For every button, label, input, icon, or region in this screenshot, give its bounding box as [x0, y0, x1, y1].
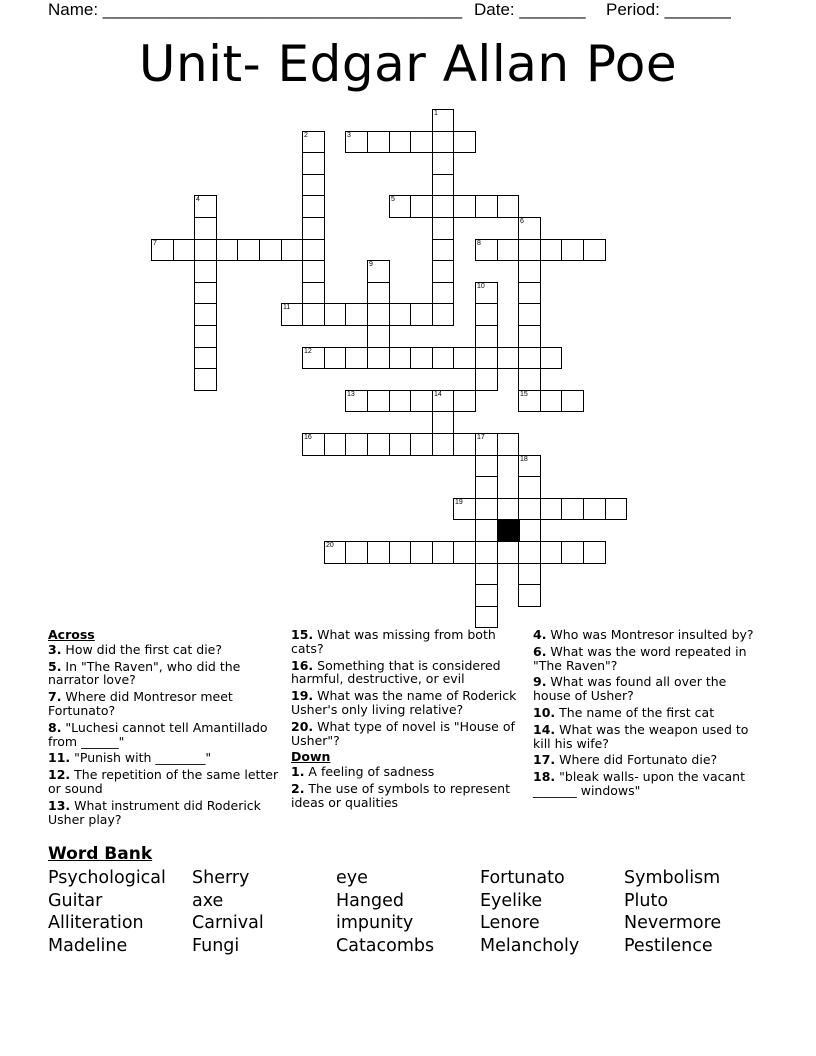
- clue-number: 11.: [48, 750, 71, 766]
- clue-text: Something that is considered harmful, destructive, or evil: [291, 657, 501, 687]
- grid-cell[interactable]: [302, 433, 325, 456]
- cell-number: 5: [391, 196, 395, 203]
- grid-cell[interactable]: [367, 347, 390, 369]
- grid-cell[interactable]: [475, 563, 498, 585]
- grid-cell[interactable]: [518, 239, 541, 261]
- grid-cell[interactable]: [410, 131, 433, 153]
- grid-cell[interactable]: [410, 390, 433, 412]
- grid-cell[interactable]: [194, 368, 217, 391]
- clue-item: [533, 645, 768, 673]
- grid-cell[interactable]: [389, 131, 411, 153]
- grid-cell[interactable]: [432, 152, 454, 175]
- grid-cell[interactable]: [518, 368, 541, 391]
- clue-text: The name of the first cat: [555, 704, 715, 720]
- grid-cell[interactable]: [497, 195, 519, 218]
- grid-cell[interactable]: [324, 303, 346, 326]
- clue-item: [533, 770, 768, 798]
- clue-number: 15.: [291, 627, 314, 642]
- grid-cell[interactable]: [410, 347, 433, 369]
- grid-cell[interactable]: [259, 239, 282, 261]
- cell-number: 8: [477, 240, 481, 247]
- cell-number: 9: [369, 261, 373, 268]
- clue-item: [48, 799, 283, 827]
- grid-cell[interactable]: [194, 217, 217, 240]
- grid-cell[interactable]: [432, 347, 454, 369]
- grid-cell[interactable]: [475, 476, 498, 499]
- grid-cell[interactable]: [345, 347, 368, 369]
- word-bank-item: Nevermore: [624, 913, 722, 933]
- black-square: [497, 519, 520, 542]
- clue-item: [533, 753, 768, 767]
- grid-cell[interactable]: [540, 498, 562, 520]
- clue-text: What was found all over the house of Usher?: [533, 674, 727, 704]
- grid-cell[interactable]: [302, 303, 325, 326]
- clue-item: [48, 660, 283, 688]
- word-bank-item: Pestilence: [624, 935, 713, 956]
- grid-cell[interactable]: [302, 131, 325, 153]
- clue-item: [291, 720, 526, 748]
- grid-cell[interactable]: [518, 260, 541, 283]
- grid-cell[interactable]: [367, 131, 390, 153]
- grid-cell[interactable]: [389, 541, 411, 564]
- grid-cell[interactable]: [583, 498, 606, 520]
- clue-item: [291, 782, 526, 810]
- period-field[interactable]: Period: _______: [606, 0, 731, 19]
- clue-number: 20.: [291, 718, 314, 734]
- grid-cell[interactable]: [518, 325, 541, 348]
- clue-item: [48, 751, 283, 765]
- grid-cell[interactable]: [432, 282, 454, 304]
- word-bank-title: Word Bank: [48, 844, 153, 864]
- clue-item: [48, 768, 283, 796]
- cell-number: 19: [455, 499, 463, 506]
- grid-cell[interactable]: [583, 541, 606, 564]
- grid-cell[interactable]: [540, 390, 562, 412]
- grid-cell[interactable]: [410, 303, 433, 326]
- word-bank-item: Fungi: [192, 935, 240, 956]
- grid-cell[interactable]: [497, 498, 519, 520]
- grid-cell[interactable]: [583, 239, 606, 261]
- grid-cell[interactable]: [432, 411, 454, 434]
- cell-number: 4: [196, 196, 200, 203]
- grid-cell[interactable]: [540, 541, 562, 564]
- cell-number: 2: [304, 132, 308, 139]
- clue-item: [533, 706, 768, 720]
- grid-cell[interactable]: [475, 368, 498, 391]
- cell-number: 3: [347, 132, 351, 139]
- grid-cell[interactable]: [518, 519, 541, 542]
- word-bank-item: axe: [192, 890, 224, 911]
- clue-number: 9.: [533, 674, 547, 690]
- word-bank-item: Alliteration: [48, 913, 144, 933]
- grid-cell[interactable]: [345, 390, 368, 412]
- grid-cell[interactable]: [561, 239, 584, 261]
- grid-cell[interactable]: [389, 390, 411, 412]
- grid-cell[interactable]: [410, 433, 433, 456]
- clue-number: 12.: [48, 767, 71, 783]
- grid-cell[interactable]: [432, 541, 454, 564]
- grid-cell[interactable]: [432, 217, 454, 240]
- clue-item: [291, 628, 526, 656]
- grid-cell[interactable]: [302, 239, 325, 261]
- grid-cell[interactable]: [453, 433, 476, 456]
- grid-cell[interactable]: [281, 303, 303, 326]
- grid-cell[interactable]: [518, 455, 541, 477]
- grid-cell[interactable]: [497, 347, 519, 369]
- grid-cell[interactable]: [432, 174, 454, 196]
- clue-number: 4.: [533, 627, 547, 642]
- grid-cell[interactable]: [453, 541, 476, 564]
- cell-number: 6: [520, 218, 524, 225]
- clue-number: 3.: [48, 641, 62, 657]
- word-bank-item: Carnival: [192, 913, 264, 933]
- grid-cell[interactable]: [324, 541, 346, 564]
- word-bank-item: Catacombs: [336, 935, 435, 956]
- grid-cell[interactable]: [475, 455, 498, 477]
- cell-number: 11: [283, 304, 291, 311]
- grid-cell[interactable]: [194, 347, 217, 369]
- clue-item: [533, 723, 768, 751]
- cell-number: 20: [326, 542, 334, 549]
- grid-cell[interactable]: [432, 131, 454, 153]
- grid-cell[interactable]: [432, 260, 454, 283]
- grid-cell[interactable]: [345, 433, 368, 456]
- clue-number: 8.: [48, 719, 62, 735]
- word-bank-item: Melancholy: [480, 935, 580, 956]
- grid-cell[interactable]: [302, 347, 325, 369]
- down-heading: Down: [291, 749, 331, 765]
- word-bank-item: Fortunato: [480, 868, 565, 888]
- grid-cell[interactable]: [561, 390, 584, 412]
- clue-item: [48, 690, 283, 718]
- cell-number: 16: [304, 434, 312, 441]
- grid-cell[interactable]: [518, 476, 541, 499]
- grid-cell[interactable]: [497, 239, 519, 261]
- grid-cell[interactable]: [432, 109, 454, 132]
- clue-number: 18.: [533, 769, 556, 785]
- across-heading: Across: [48, 627, 95, 642]
- cell-number: 12: [304, 348, 312, 355]
- grid-cell[interactable]: [216, 239, 238, 261]
- grid-cell[interactable]: [453, 498, 476, 520]
- clue-item: [533, 675, 768, 703]
- grid-cell[interactable]: [475, 303, 498, 326]
- grid-cell[interactable]: [561, 498, 584, 520]
- clue-number: 17.: [533, 752, 556, 768]
- clue-item: [291, 689, 526, 717]
- clue-number: 16.: [291, 657, 314, 673]
- clue-text: How did the first cat die?: [61, 641, 223, 657]
- word-bank-item: impunity: [336, 913, 414, 933]
- grid-cell[interactable]: [540, 239, 562, 261]
- clue-number: 1.: [291, 764, 305, 780]
- word-bank-item: Sherry: [192, 868, 250, 888]
- grid-cell[interactable]: [518, 282, 541, 304]
- grid-cell[interactable]: [194, 195, 217, 218]
- clue-item: [48, 721, 283, 749]
- clue-text: What type of novel is "House of Usher"?: [291, 718, 515, 748]
- clue-number: 5.: [48, 658, 62, 674]
- word-bank-item: eye: [336, 868, 368, 888]
- grid-cell[interactable]: [194, 260, 217, 283]
- grid-cell[interactable]: [302, 217, 325, 240]
- grid-cell[interactable]: [475, 584, 498, 607]
- date-field[interactable]: Date: _______: [474, 0, 586, 19]
- grid-cell[interactable]: [367, 433, 390, 456]
- grid-cell[interactable]: [518, 563, 541, 585]
- cell-number: 13: [347, 391, 355, 398]
- grid-cell[interactable]: [453, 195, 476, 218]
- grid-cell[interactable]: [302, 152, 325, 175]
- grid-cell[interactable]: [540, 347, 562, 369]
- grid-cell[interactable]: [432, 433, 454, 456]
- word-bank-item: Pluto: [624, 890, 669, 911]
- grid-cell[interactable]: [475, 519, 498, 542]
- grid-cell[interactable]: [475, 541, 498, 564]
- clue-item: [48, 643, 283, 657]
- grid-cell[interactable]: [432, 195, 454, 218]
- grid-cell[interactable]: [151, 239, 174, 261]
- grid-cell[interactable]: [302, 195, 325, 218]
- grid-cell[interactable]: [518, 303, 541, 326]
- cell-number: 15: [520, 391, 528, 398]
- grid-cell[interactable]: [518, 498, 541, 520]
- cell-number: 10: [477, 283, 485, 290]
- grid-cell[interactable]: [194, 325, 217, 348]
- clue-text: "bleak walls- upon the vacant _______ windows": [533, 769, 745, 798]
- clue-number: 10.: [533, 704, 556, 720]
- grid-cell[interactable]: [345, 303, 368, 326]
- grid-cell[interactable]: [561, 541, 584, 564]
- clues-column-3: [533, 628, 768, 801]
- grid-cell[interactable]: [432, 239, 454, 261]
- grid-cell[interactable]: [518, 217, 541, 240]
- grid-cell[interactable]: [281, 239, 303, 261]
- grid-cell[interactable]: [389, 303, 411, 326]
- cell-number: 7: [153, 240, 157, 247]
- grid-cell[interactable]: [389, 195, 411, 218]
- grid-cell[interactable]: [237, 239, 260, 261]
- clue-number: 2.: [291, 780, 305, 796]
- grid-cell[interactable]: [518, 584, 541, 607]
- grid-cell[interactable]: [367, 325, 390, 348]
- grid-cell[interactable]: [367, 541, 390, 564]
- grid-cell[interactable]: [475, 325, 498, 348]
- clue-text: What was missing from both cats?: [291, 627, 496, 656]
- grid-cell[interactable]: [475, 239, 498, 261]
- grid-cell[interactable]: [367, 260, 390, 283]
- clue-item: [291, 765, 526, 779]
- clue-text: Where did Montresor meet Fortunato?: [48, 689, 233, 718]
- grid-cell[interactable]: [345, 131, 368, 153]
- grid-cell[interactable]: [453, 390, 476, 412]
- grid-cell[interactable]: [324, 433, 346, 456]
- grid-cell[interactable]: [410, 541, 433, 564]
- grid-cell[interactable]: [389, 347, 411, 369]
- clue-text: What instrument did Roderick Usher play?: [48, 797, 261, 827]
- clue-item: [291, 659, 526, 687]
- grid-cell[interactable]: [475, 606, 498, 628]
- clue-text: A feeling of sadness: [304, 764, 435, 780]
- clues-column-2: [291, 628, 526, 813]
- name-field[interactable]: Name: ______________________________________: [48, 0, 463, 19]
- word-bank-item: Symbolism: [624, 868, 721, 888]
- grid-cell[interactable]: [367, 390, 390, 412]
- cell-number: 14: [434, 391, 442, 398]
- grid-cell[interactable]: [475, 195, 498, 218]
- clue-text: What was the word repeated in "The Raven"?: [533, 643, 747, 673]
- grid-cell[interactable]: [302, 282, 325, 304]
- grid-cell[interactable]: [302, 174, 325, 196]
- clue-text: In "The Raven", who did the narrator love?: [48, 658, 241, 688]
- grid-cell[interactable]: [302, 260, 325, 283]
- clue-text: What was the name of Roderick Usher's only living relative?: [291, 688, 517, 717]
- clue-number: 14.: [533, 721, 556, 737]
- grid-cell[interactable]: [475, 498, 498, 520]
- grid-cell[interactable]: [173, 239, 195, 261]
- grid-cell[interactable]: [475, 347, 498, 369]
- clue-text: "Luchesi cannot tell Amantillado from ______": [48, 719, 268, 749]
- clue-number: 13.: [48, 797, 71, 813]
- grid-cell[interactable]: [453, 347, 476, 369]
- grid-cell[interactable]: [410, 195, 433, 218]
- clue-item: [533, 628, 768, 642]
- clues-column-1: [48, 628, 283, 829]
- cell-number: 1: [434, 110, 438, 117]
- grid-cell[interactable]: [432, 303, 454, 326]
- clue-number: 7.: [48, 689, 62, 705]
- word-bank-item: Madeline: [48, 935, 128, 956]
- word-bank-item: Lenore: [480, 913, 540, 933]
- grid-cell[interactable]: [497, 541, 519, 564]
- grid-cell[interactable]: [518, 347, 541, 369]
- word-bank-item: Guitar: [48, 890, 103, 911]
- grid-cell[interactable]: [389, 433, 411, 456]
- grid-cell[interactable]: [605, 498, 627, 520]
- grid-cell[interactable]: [453, 131, 476, 153]
- grid-cell[interactable]: [367, 282, 390, 304]
- grid-cell[interactable]: [345, 541, 368, 564]
- grid-cell[interactable]: [194, 239, 217, 261]
- grid-cell[interactable]: [518, 541, 541, 564]
- clue-text: Where did Fortunato die?: [555, 752, 718, 768]
- word-bank-item: Hanged: [336, 890, 404, 911]
- grid-cell[interactable]: [475, 433, 498, 456]
- grid-cell[interactable]: [367, 303, 390, 326]
- clue-text: The repetition of the same letter or sound: [48, 767, 279, 796]
- clue-text: Who was Montresor insulted by?: [546, 627, 754, 642]
- page-title: Unit- Edgar Allan Poe: [138, 35, 678, 93]
- clue-text: "Punish with ________": [70, 750, 212, 766]
- word-bank-item: Eyelike: [480, 890, 543, 911]
- clue-text: What was the weapon used to kill his wife?: [533, 721, 749, 751]
- grid-cell[interactable]: [475, 282, 498, 304]
- cell-number: 18: [520, 456, 528, 463]
- cell-number: 17: [477, 434, 485, 441]
- clue-number: 6.: [533, 643, 547, 659]
- grid-cell[interactable]: [194, 303, 217, 326]
- clue-text: The use of symbols to represent ideas or qualities: [291, 780, 510, 810]
- grid-cell[interactable]: [324, 347, 346, 369]
- grid-cell[interactable]: [497, 433, 519, 456]
- grid-cell[interactable]: [518, 390, 541, 412]
- grid-cell[interactable]: [432, 390, 454, 412]
- word-bank-item: Psychological: [48, 868, 166, 888]
- clue-number: 19.: [291, 688, 314, 704]
- grid-cell[interactable]: [194, 282, 217, 304]
